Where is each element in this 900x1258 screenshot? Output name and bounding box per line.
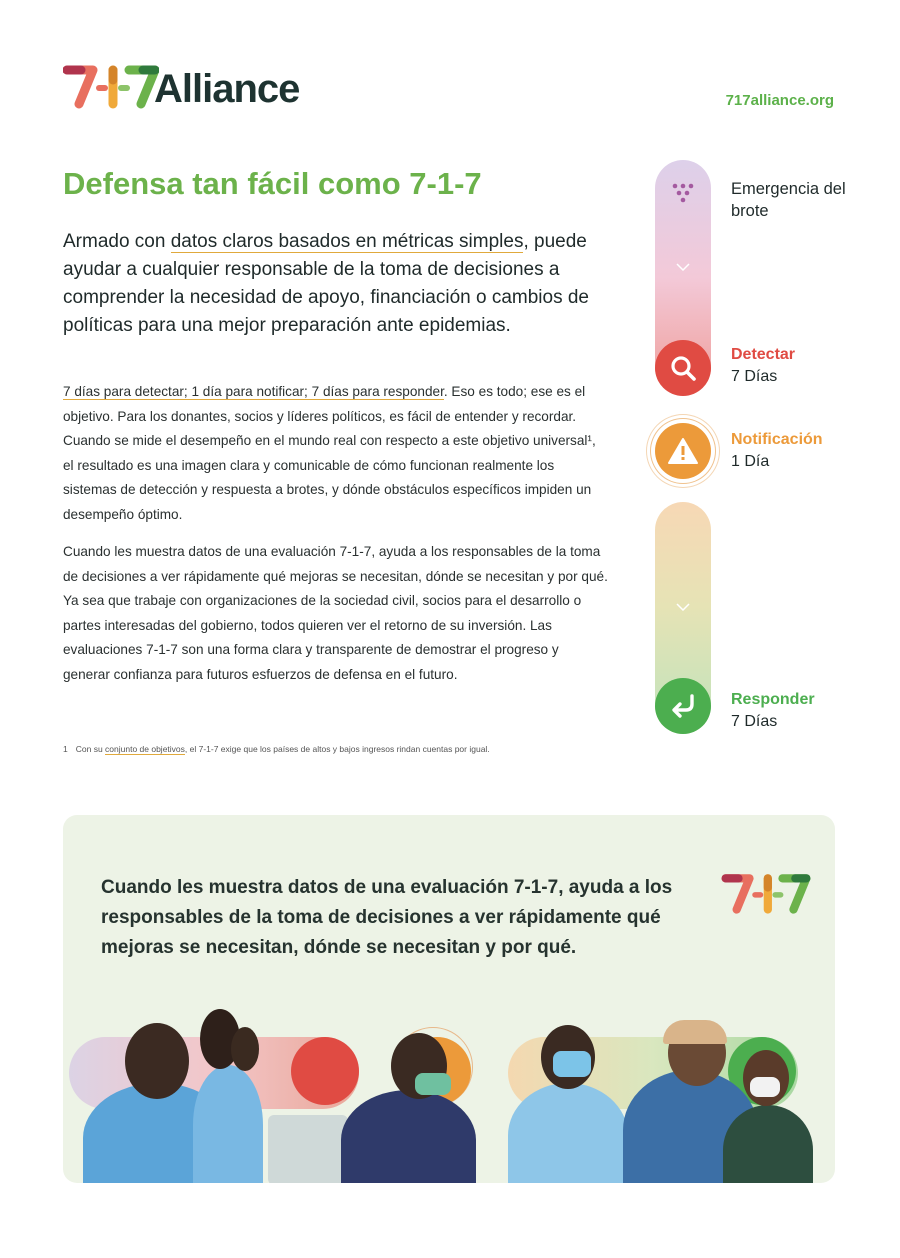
717-logo-small bbox=[720, 871, 812, 915]
site-url-link[interactable]: 717alliance.org bbox=[725, 92, 834, 109]
callout-box bbox=[63, 815, 835, 1183]
footnote bbox=[63, 744, 490, 754]
respond-title: Responder bbox=[731, 691, 815, 708]
footnote-after: , el 7-1-7 exige que los países de altos y bajos ingresos rindan cuentas por igual. bbox=[184, 744, 490, 754]
lead-paragraph bbox=[63, 228, 603, 340]
body-paragraph-2: Cuando les muestra datos de una evaluación 7-1-7, ayuda a los responsables de la toma de decisiones a ver rápidamente qué mejoras se necesitan, dónde se necesitan y por qué. Ya sea que trabaje con organizaciones de la sociedad civil, socios para el desarrollo o partes interesadas del gobierno, todos quieren ver el retorno de su inversión. Las evaluaciones 7-1-7 son una forma clara y transparente de demostrar el progreso y generar confianza para futuros esfuerzos de defensa en el futuro. bbox=[63, 544, 608, 682]
detect-days: 7 Días bbox=[731, 368, 778, 385]
callout-text: Cuando les muestra datos de una evaluación 7-1-7, ayuda a los responsables de la toma de decisiones a ver rápidamente qué mejoras se necesitan, dónde se necesitan y por qué. bbox=[101, 877, 673, 958]
detect-label bbox=[731, 344, 795, 388]
emergence-label: Emergencia del brote bbox=[731, 180, 846, 220]
search-icon bbox=[669, 354, 697, 382]
logo-wordmark: Alliance bbox=[154, 67, 300, 111]
respond-label bbox=[731, 689, 815, 733]
chevron-down-icon bbox=[655, 258, 711, 274]
detect-title: Detectar bbox=[731, 346, 796, 363]
para1-highlight: 7 días para detectar; 1 día para notificar; 7 días para responder bbox=[63, 384, 444, 399]
warning-icon bbox=[667, 436, 699, 466]
footnote-number: 1 bbox=[63, 744, 68, 754]
chevron-down-icon bbox=[655, 598, 711, 614]
respond-days: 7 Días bbox=[731, 713, 778, 730]
page-title: Defensa tan fácil como 7-1-7 bbox=[63, 166, 482, 201]
para1-rest: . Eso es todo; ese es el objetivo. Para los donantes, socios y líderes políticos, es fácil de entender y recordar. Cuando se mide el desempeño en el mundo real con respecto a este objetivo universal¹, el resultado es una imagen clara y comunicable de cómo funcionan realmente los sistemas de detección y respuesta a brotes, y dónde obstáculos específicos impiden un desempeño óptimo. bbox=[63, 384, 596, 522]
virus-icon bbox=[671, 182, 695, 204]
notify-title: Notificación bbox=[731, 431, 823, 448]
return-arrow-icon bbox=[668, 692, 698, 720]
footnote-before: Con su bbox=[75, 744, 106, 754]
body-paragraph-1 bbox=[63, 380, 608, 528]
notify-circle bbox=[655, 423, 711, 479]
footnote-link[interactable]: conjunto de objetivos bbox=[105, 744, 185, 754]
notify-label bbox=[731, 429, 823, 473]
detect-circle bbox=[655, 340, 711, 396]
717-logo-mark bbox=[63, 62, 159, 110]
lead-intro: Armado con bbox=[63, 231, 171, 252]
lead-rest: , puede ayudar a cualquier responsable de la toma de decisiones a comprender la necesidad de apoyo, financiación o cambios de políticas para una mejor preparación ante epidemias. bbox=[63, 231, 589, 336]
respond-circle bbox=[655, 678, 711, 734]
lead-highlight: datos claros basados en métricas simples bbox=[170, 231, 524, 252]
notify-days: 1 Día bbox=[731, 453, 770, 470]
